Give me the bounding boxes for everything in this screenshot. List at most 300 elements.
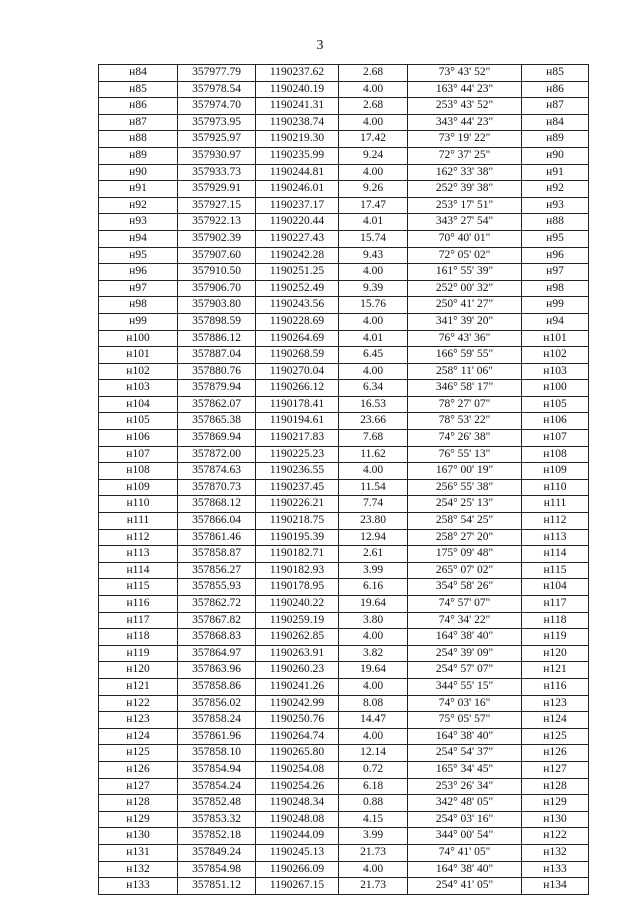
bearing-cell: 74° 41' 05" — [408, 844, 522, 861]
y-coordinate-cell: 1190220.44 — [256, 214, 339, 231]
y-coordinate-cell: 1190260.23 — [256, 662, 339, 679]
next-point-cell: н128 — [522, 778, 589, 795]
point-cell: н96 — [99, 264, 178, 281]
next-point-cell: н87 — [522, 98, 589, 115]
next-point-cell: н113 — [522, 529, 589, 546]
table-row — [99, 546, 589, 563]
table-row — [99, 280, 589, 297]
distance-cell: 2.68 — [339, 98, 408, 115]
table-row — [99, 579, 589, 596]
next-point-cell: н84 — [522, 114, 589, 131]
x-coordinate-cell: 357930.97 — [178, 147, 256, 164]
bearing-cell: 344° 55' 15" — [408, 678, 522, 695]
next-point-cell: н93 — [522, 197, 589, 214]
y-coordinate-cell: 1190248.34 — [256, 795, 339, 812]
bearing-cell: 265° 07' 02" — [408, 562, 522, 579]
next-point-cell: н115 — [522, 562, 589, 579]
y-coordinate-cell: 1190240.19 — [256, 81, 339, 98]
y-coordinate-cell: 1190178.95 — [256, 579, 339, 596]
distance-cell: 23.80 — [339, 513, 408, 530]
next-point-cell: н133 — [522, 861, 589, 878]
y-coordinate-cell: 1190250.76 — [256, 712, 339, 729]
bearing-cell: 254° 39' 09" — [408, 645, 522, 662]
point-cell: н105 — [99, 413, 178, 430]
y-coordinate-cell: 1190182.71 — [256, 546, 339, 563]
bearing-cell: 254° 57' 07" — [408, 662, 522, 679]
distance-cell: 11.62 — [339, 446, 408, 463]
distance-cell: 23.66 — [339, 413, 408, 430]
bearing-cell: 166° 59' 55" — [408, 347, 522, 364]
distance-cell: 17.42 — [339, 131, 408, 148]
next-point-cell: н122 — [522, 828, 589, 845]
next-point-cell: н134 — [522, 878, 589, 895]
table-row — [99, 197, 589, 214]
point-cell: н121 — [99, 678, 178, 695]
y-coordinate-cell: 1190182.93 — [256, 562, 339, 579]
distance-cell: 3.82 — [339, 645, 408, 662]
bearing-cell: 72° 37' 25" — [408, 147, 522, 164]
bearing-cell: 73° 43' 52" — [408, 65, 522, 82]
x-coordinate-cell: 357853.32 — [178, 811, 256, 828]
next-point-cell: н92 — [522, 181, 589, 198]
point-cell: н92 — [99, 197, 178, 214]
y-coordinate-cell: 1190240.22 — [256, 596, 339, 613]
x-coordinate-cell: 357852.48 — [178, 795, 256, 812]
x-coordinate-cell: 357862.72 — [178, 596, 256, 613]
x-coordinate-cell: 357865.38 — [178, 413, 256, 430]
next-point-cell: н98 — [522, 280, 589, 297]
distance-cell: 16.53 — [339, 396, 408, 413]
table-row — [99, 463, 589, 480]
next-point-cell: н96 — [522, 247, 589, 264]
distance-cell: 9.26 — [339, 181, 408, 198]
table-row — [99, 562, 589, 579]
x-coordinate-cell: 357922.13 — [178, 214, 256, 231]
distance-cell: 9.43 — [339, 247, 408, 264]
next-point-cell: н132 — [522, 844, 589, 861]
point-cell: н117 — [99, 612, 178, 629]
x-coordinate-cell: 357910.50 — [178, 264, 256, 281]
bearing-cell: 250° 41' 27" — [408, 297, 522, 314]
distance-cell: 6.45 — [339, 347, 408, 364]
point-cell: н126 — [99, 761, 178, 778]
table-row — [99, 147, 589, 164]
distance-cell: 4.00 — [339, 861, 408, 878]
bearing-cell: 165° 34' 45" — [408, 761, 522, 778]
x-coordinate-cell: 357856.27 — [178, 562, 256, 579]
bearing-cell: 253° 43' 52" — [408, 98, 522, 115]
y-coordinate-cell: 1190264.74 — [256, 728, 339, 745]
y-coordinate-cell: 1190228.69 — [256, 313, 339, 330]
point-cell: н110 — [99, 496, 178, 513]
coordinates-table-body — [99, 65, 589, 895]
table-row — [99, 264, 589, 281]
distance-cell: 6.16 — [339, 579, 408, 596]
next-point-cell: н107 — [522, 430, 589, 447]
x-coordinate-cell: 357898.59 — [178, 313, 256, 330]
x-coordinate-cell: 357849.24 — [178, 844, 256, 861]
y-coordinate-cell: 1190241.26 — [256, 678, 339, 695]
point-cell: н128 — [99, 795, 178, 812]
distance-cell: 4.00 — [339, 264, 408, 281]
next-point-cell: н97 — [522, 264, 589, 281]
point-cell: н127 — [99, 778, 178, 795]
bearing-cell: 162° 33' 38" — [408, 164, 522, 181]
next-point-cell: н86 — [522, 81, 589, 98]
x-coordinate-cell: 357854.24 — [178, 778, 256, 795]
distance-cell: 4.00 — [339, 114, 408, 131]
distance-cell: 4.00 — [339, 363, 408, 380]
next-point-cell: н101 — [522, 330, 589, 347]
y-coordinate-cell: 1190265.80 — [256, 745, 339, 762]
point-cell: н104 — [99, 396, 178, 413]
y-coordinate-cell: 1190227.43 — [256, 230, 339, 247]
y-coordinate-cell: 1190195.39 — [256, 529, 339, 546]
next-point-cell: н126 — [522, 745, 589, 762]
bearing-cell: 341° 39' 20" — [408, 313, 522, 330]
bearing-cell: 346° 58' 17" — [408, 380, 522, 397]
x-coordinate-cell: 357977.79 — [178, 65, 256, 82]
next-point-cell: н111 — [522, 496, 589, 513]
y-coordinate-cell: 1190245.13 — [256, 844, 339, 861]
table-row — [99, 878, 589, 895]
next-point-cell: н100 — [522, 380, 589, 397]
next-point-cell: н112 — [522, 513, 589, 530]
table-row — [99, 828, 589, 845]
x-coordinate-cell: 357861.46 — [178, 529, 256, 546]
bearing-cell: 72° 05' 02" — [408, 247, 522, 264]
distance-cell: 4.15 — [339, 811, 408, 828]
x-coordinate-cell: 357858.24 — [178, 712, 256, 729]
table-row — [99, 678, 589, 695]
next-point-cell: н123 — [522, 695, 589, 712]
x-coordinate-cell: 357868.12 — [178, 496, 256, 513]
point-cell: н111 — [99, 513, 178, 530]
table-row — [99, 330, 589, 347]
y-coordinate-cell: 1190219.30 — [256, 131, 339, 148]
distance-cell: 4.00 — [339, 164, 408, 181]
point-cell: н112 — [99, 529, 178, 546]
distance-cell: 11.54 — [339, 479, 408, 496]
y-coordinate-cell: 1190268.59 — [256, 347, 339, 364]
next-point-cell: н125 — [522, 728, 589, 745]
y-coordinate-cell: 1190264.69 — [256, 330, 339, 347]
y-coordinate-cell: 1190266.12 — [256, 380, 339, 397]
table-row — [99, 181, 589, 198]
y-coordinate-cell: 1190242.28 — [256, 247, 339, 264]
next-point-cell: н94 — [522, 313, 589, 330]
table-row — [99, 728, 589, 745]
next-point-cell: н99 — [522, 297, 589, 314]
point-cell: н129 — [99, 811, 178, 828]
bearing-cell: 354° 58' 26" — [408, 579, 522, 596]
bearing-cell: 254° 54' 37" — [408, 745, 522, 762]
y-coordinate-cell: 1190218.75 — [256, 513, 339, 530]
bearing-cell: 167° 00' 19" — [408, 463, 522, 480]
y-coordinate-cell: 1190242.99 — [256, 695, 339, 712]
x-coordinate-cell: 357864.97 — [178, 645, 256, 662]
table-row — [99, 496, 589, 513]
point-cell: н109 — [99, 479, 178, 496]
table-row — [99, 98, 589, 115]
bearing-cell: 253° 17' 51" — [408, 197, 522, 214]
next-point-cell: н95 — [522, 230, 589, 247]
point-cell: н113 — [99, 546, 178, 563]
next-point-cell: н120 — [522, 645, 589, 662]
distance-cell: 8.08 — [339, 695, 408, 712]
bearing-cell: 78° 53' 22" — [408, 413, 522, 430]
y-coordinate-cell: 1190267.15 — [256, 878, 339, 895]
x-coordinate-cell: 357855.93 — [178, 579, 256, 596]
bearing-cell: 258° 11' 06" — [408, 363, 522, 380]
point-cell: н89 — [99, 147, 178, 164]
bearing-cell: 74° 34' 22" — [408, 612, 522, 629]
bearing-cell: 175° 09' 48" — [408, 546, 522, 563]
bearing-cell: 74° 26' 38" — [408, 430, 522, 447]
bearing-cell: 343° 27' 54" — [408, 214, 522, 231]
x-coordinate-cell: 357872.00 — [178, 446, 256, 463]
table-row — [99, 247, 589, 264]
distance-cell: 19.64 — [339, 662, 408, 679]
table-row — [99, 164, 589, 181]
point-cell: н98 — [99, 297, 178, 314]
point-cell: н103 — [99, 380, 178, 397]
distance-cell: 2.68 — [339, 65, 408, 82]
next-point-cell: н106 — [522, 413, 589, 430]
point-cell: н101 — [99, 347, 178, 364]
distance-cell: 4.00 — [339, 629, 408, 646]
x-coordinate-cell: 357854.94 — [178, 761, 256, 778]
table-row — [99, 479, 589, 496]
y-coordinate-cell: 1190237.45 — [256, 479, 339, 496]
distance-cell: 19.64 — [339, 596, 408, 613]
point-cell: н125 — [99, 745, 178, 762]
table-row — [99, 811, 589, 828]
table-row — [99, 297, 589, 314]
next-point-cell: н124 — [522, 712, 589, 729]
bearing-cell: 258° 27' 20" — [408, 529, 522, 546]
next-point-cell: н89 — [522, 131, 589, 148]
bearing-cell: 343° 44' 23" — [408, 114, 522, 131]
table-row — [99, 430, 589, 447]
bearing-cell: 254° 25' 13" — [408, 496, 522, 513]
table-row — [99, 65, 589, 82]
point-cell: н94 — [99, 230, 178, 247]
table-row — [99, 81, 589, 98]
point-cell: н87 — [99, 114, 178, 131]
y-coordinate-cell: 1190266.09 — [256, 861, 339, 878]
x-coordinate-cell: 357978.54 — [178, 81, 256, 98]
x-coordinate-cell: 357929.91 — [178, 181, 256, 198]
distance-cell: 6.18 — [339, 778, 408, 795]
next-point-cell: н109 — [522, 463, 589, 480]
table-row — [99, 363, 589, 380]
table-row — [99, 347, 589, 364]
table-row — [99, 513, 589, 530]
y-coordinate-cell: 1190236.55 — [256, 463, 339, 480]
table-row — [99, 861, 589, 878]
distance-cell: 3.99 — [339, 562, 408, 579]
table-row — [99, 230, 589, 247]
distance-cell: 4.01 — [339, 330, 408, 347]
bearing-cell: 252° 39' 38" — [408, 181, 522, 198]
distance-cell: 21.73 — [339, 844, 408, 861]
y-coordinate-cell: 1190238.74 — [256, 114, 339, 131]
bearing-cell: 76° 43' 36" — [408, 330, 522, 347]
page-number: 3 — [316, 38, 324, 53]
distance-cell: 12.14 — [339, 745, 408, 762]
bearing-cell: 70° 40' 01" — [408, 230, 522, 247]
next-point-cell: н90 — [522, 147, 589, 164]
y-coordinate-cell: 1190217.83 — [256, 430, 339, 447]
y-coordinate-cell: 1190194.61 — [256, 413, 339, 430]
next-point-cell: н105 — [522, 396, 589, 413]
bearing-cell: 258° 54' 25" — [408, 513, 522, 530]
next-point-cell: н108 — [522, 446, 589, 463]
distance-cell: 12.94 — [339, 529, 408, 546]
x-coordinate-cell: 357906.70 — [178, 280, 256, 297]
point-cell: н120 — [99, 662, 178, 679]
distance-cell: 17.47 — [339, 197, 408, 214]
bearing-cell: 344° 00' 54" — [408, 828, 522, 845]
point-cell: н99 — [99, 313, 178, 330]
point-cell: н124 — [99, 728, 178, 745]
point-cell: н107 — [99, 446, 178, 463]
table-row — [99, 396, 589, 413]
y-coordinate-cell: 1190241.31 — [256, 98, 339, 115]
point-cell: н97 — [99, 280, 178, 297]
point-cell: н102 — [99, 363, 178, 380]
distance-cell: 15.76 — [339, 297, 408, 314]
y-coordinate-cell: 1190263.91 — [256, 645, 339, 662]
y-coordinate-cell: 1190244.09 — [256, 828, 339, 845]
bearing-cell: 254° 41' 05" — [408, 878, 522, 895]
point-cell: н133 — [99, 878, 178, 895]
next-point-cell: н102 — [522, 347, 589, 364]
next-point-cell: н119 — [522, 629, 589, 646]
distance-cell: 7.74 — [339, 496, 408, 513]
distance-cell: 3.80 — [339, 612, 408, 629]
point-cell: н100 — [99, 330, 178, 347]
next-point-cell: н117 — [522, 596, 589, 613]
point-cell: н116 — [99, 596, 178, 613]
next-point-cell: н91 — [522, 164, 589, 181]
distance-cell: 15.74 — [339, 230, 408, 247]
table-row — [99, 214, 589, 231]
distance-cell: 0.72 — [339, 761, 408, 778]
table-row — [99, 645, 589, 662]
y-coordinate-cell: 1190225.23 — [256, 446, 339, 463]
point-cell: н95 — [99, 247, 178, 264]
y-coordinate-cell: 1190243.56 — [256, 297, 339, 314]
point-cell: н115 — [99, 579, 178, 596]
table-row — [99, 761, 589, 778]
table-row — [99, 629, 589, 646]
point-cell: н131 — [99, 844, 178, 861]
x-coordinate-cell: 357903.80 — [178, 297, 256, 314]
x-coordinate-cell: 357879.94 — [178, 380, 256, 397]
point-cell: н90 — [99, 164, 178, 181]
x-coordinate-cell: 357851.12 — [178, 878, 256, 895]
table-row — [99, 745, 589, 762]
x-coordinate-cell: 357874.63 — [178, 463, 256, 480]
y-coordinate-cell: 1190248.08 — [256, 811, 339, 828]
bearing-cell: 256° 55' 38" — [408, 479, 522, 496]
y-coordinate-cell: 1190235.99 — [256, 147, 339, 164]
next-point-cell: н88 — [522, 214, 589, 231]
next-point-cell: н103 — [522, 363, 589, 380]
distance-cell: 0.88 — [339, 795, 408, 812]
x-coordinate-cell: 357927.15 — [178, 197, 256, 214]
point-cell: н118 — [99, 629, 178, 646]
next-point-cell: н104 — [522, 579, 589, 596]
point-cell: н91 — [99, 181, 178, 198]
bearing-cell: 78° 27' 07" — [408, 396, 522, 413]
point-cell: н122 — [99, 695, 178, 712]
x-coordinate-cell: 357858.87 — [178, 546, 256, 563]
next-point-cell: н114 — [522, 546, 589, 563]
next-point-cell: н118 — [522, 612, 589, 629]
x-coordinate-cell: 357887.04 — [178, 347, 256, 364]
next-point-cell: н121 — [522, 662, 589, 679]
next-point-cell: н129 — [522, 795, 589, 812]
distance-cell: 14.47 — [339, 712, 408, 729]
point-cell: н86 — [99, 98, 178, 115]
distance-cell: 21.73 — [339, 878, 408, 895]
x-coordinate-cell: 357854.98 — [178, 861, 256, 878]
distance-cell: 4.00 — [339, 463, 408, 480]
point-cell: н85 — [99, 81, 178, 98]
bearing-cell: 252° 00' 32" — [408, 280, 522, 297]
table-row — [99, 313, 589, 330]
table-row — [99, 596, 589, 613]
table-row — [99, 413, 589, 430]
bearing-cell: 161° 55' 39" — [408, 264, 522, 281]
x-coordinate-cell: 357902.39 — [178, 230, 256, 247]
table-row — [99, 662, 589, 679]
y-coordinate-cell: 1190251.25 — [256, 264, 339, 281]
y-coordinate-cell: 1190178.41 — [256, 396, 339, 413]
y-coordinate-cell: 1190254.26 — [256, 778, 339, 795]
bearing-cell: 163° 44' 23" — [408, 81, 522, 98]
y-coordinate-cell: 1190262.85 — [256, 629, 339, 646]
x-coordinate-cell: 357933.73 — [178, 164, 256, 181]
y-coordinate-cell: 1190270.04 — [256, 363, 339, 380]
x-coordinate-cell: 357852.18 — [178, 828, 256, 845]
table-row — [99, 380, 589, 397]
table-row — [99, 712, 589, 729]
distance-cell: 9.39 — [339, 280, 408, 297]
x-coordinate-cell: 357858.10 — [178, 745, 256, 762]
point-cell: н130 — [99, 828, 178, 845]
next-point-cell: н116 — [522, 678, 589, 695]
bearing-cell: 254° 03' 16" — [408, 811, 522, 828]
bearing-cell: 74° 03' 16" — [408, 695, 522, 712]
distance-cell: 7.68 — [339, 430, 408, 447]
x-coordinate-cell: 357974.70 — [178, 98, 256, 115]
table-row — [99, 844, 589, 861]
x-coordinate-cell: 357861.96 — [178, 728, 256, 745]
y-coordinate-cell: 1190259.19 — [256, 612, 339, 629]
y-coordinate-cell: 1190237.62 — [256, 65, 339, 82]
next-point-cell: н127 — [522, 761, 589, 778]
point-cell: н132 — [99, 861, 178, 878]
y-coordinate-cell: 1190252.49 — [256, 280, 339, 297]
x-coordinate-cell: 357863.96 — [178, 662, 256, 679]
y-coordinate-cell: 1190246.01 — [256, 181, 339, 198]
table-row — [99, 695, 589, 712]
point-cell: н119 — [99, 645, 178, 662]
